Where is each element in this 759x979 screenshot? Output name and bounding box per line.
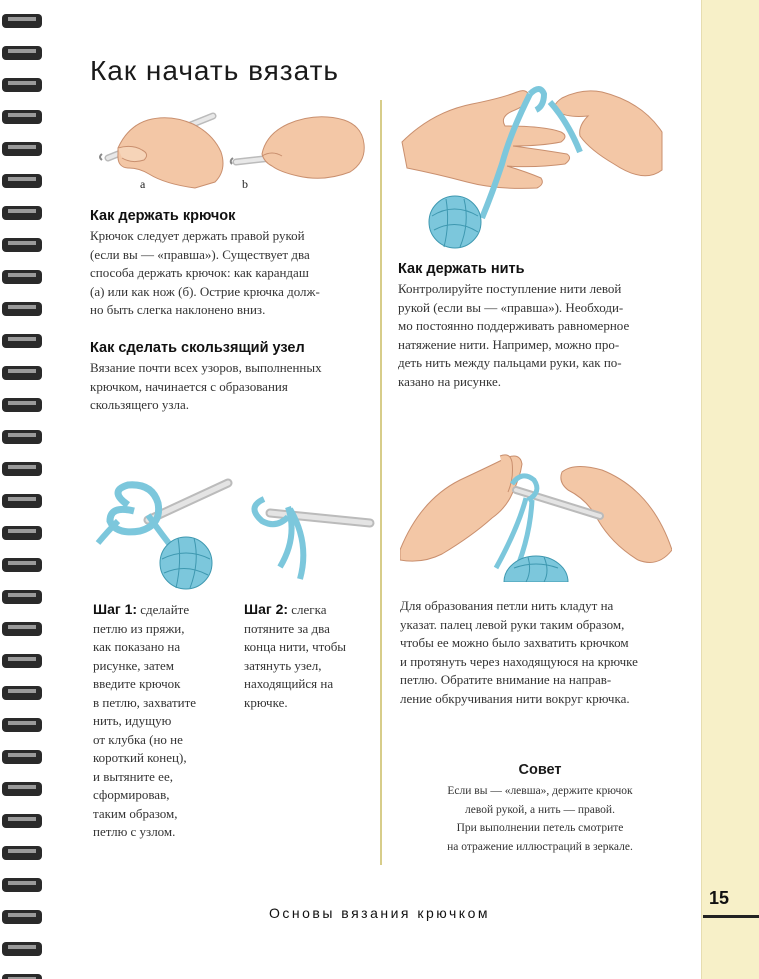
spiral-ring-highlight <box>8 305 36 309</box>
hold-yarn-illustration <box>400 82 665 252</box>
text-line: короткий конец), <box>93 750 187 765</box>
step2-tighten-knot-illustration <box>240 485 375 585</box>
spiral-ring-highlight <box>8 753 36 757</box>
page-number: 15 <box>708 888 730 908</box>
spiral-ring-highlight <box>8 721 36 725</box>
text-line <box>93 600 196 620</box>
text-line: петлю с узлом. <box>93 824 176 839</box>
spiral-ring-highlight <box>8 241 36 245</box>
text-line: от клубка (но не <box>93 731 183 747</box>
text-line: в петлю, захватите <box>93 694 197 710</box>
text-line: введите крючок <box>93 676 181 691</box>
step2-text <box>244 600 346 712</box>
advice-text <box>410 782 670 856</box>
spiral-ring-highlight <box>8 17 36 21</box>
text-line: Контролируйте поступление нити левой <box>398 281 622 296</box>
text-line: конца нити, чтобы <box>244 639 347 654</box>
text-line: Вязание почти всех узоров, выполненных <box>90 360 322 375</box>
spiral-ring-highlight <box>8 209 36 213</box>
step2-label: Шаг 2: <box>244 601 289 617</box>
text-line <box>244 600 346 620</box>
text-line: скользящего узла. <box>90 397 189 412</box>
text-line: (если вы — «правша»). Существует два <box>90 246 310 262</box>
text-line: нить, идущую <box>93 713 172 728</box>
figure-label-a: a <box>140 177 146 190</box>
spiral-ring-highlight <box>8 849 36 853</box>
text-line: мо постоянно поддерживать равномерное <box>398 318 630 333</box>
spiral-ring-highlight <box>8 529 36 533</box>
column-divider <box>380 100 382 865</box>
text-line: рукой (если вы — «правша»). Необходи- <box>398 299 624 315</box>
spiral-ring-highlight <box>8 433 36 437</box>
spiral-ring-highlight <box>8 497 36 501</box>
text-line: натяжение нити. Например, можно про- <box>398 336 620 352</box>
spiral-ring-highlight <box>8 273 36 277</box>
hook-knife-grip-illustration <box>228 108 368 190</box>
spiral-ring-highlight <box>8 689 36 693</box>
spiral-ring-highlight <box>8 625 36 629</box>
spiral-ring-highlight <box>8 145 36 149</box>
text-line: и протянуть через находящуюся на крючке <box>400 653 638 669</box>
hold-yarn-text <box>398 280 629 391</box>
text-line: потяните за два <box>244 620 330 636</box>
text-line: как показано на <box>93 639 181 654</box>
hook-pencil-grip-illustration <box>88 108 228 190</box>
text-line: Крючок следует держать правой рукой <box>90 228 305 243</box>
text-line: способа держать крючок: как карандаш <box>90 265 309 280</box>
spiral-ring-highlight <box>8 817 36 821</box>
spiral-ring-highlight <box>8 113 36 117</box>
spiral-ring-highlight <box>8 337 36 341</box>
text-line: но быть слегка наклонено вниз. <box>90 302 266 317</box>
spiral-ring-highlight <box>8 465 36 469</box>
text-line: левой рукой, а нить — правой. <box>465 803 615 816</box>
text-line: казано на рисунке. <box>398 373 502 389</box>
spiral-ring-highlight <box>8 657 36 661</box>
text-line: и вытяните ее, <box>93 768 173 784</box>
spiral-ring-highlight <box>8 49 36 53</box>
spiral-ring-highlight <box>8 401 36 405</box>
text-line: При выполнении петель смотрите <box>456 822 624 834</box>
text-line: чтобы ее можно было захватить крючком <box>400 635 629 650</box>
figure-label-b: b <box>242 177 248 190</box>
spiral-ring-highlight <box>8 177 36 181</box>
text-line: затянуть узел, <box>244 657 322 673</box>
text-line: петлю. Обратите внимание на направ- <box>400 672 612 687</box>
loop-text <box>400 597 638 708</box>
spiral-ring-highlight <box>8 369 36 373</box>
step1-slip-knot-illustration <box>88 475 238 590</box>
margin-line <box>701 0 702 979</box>
text-line: на отражение иллюстраций в зеркале. <box>447 840 633 853</box>
step1-first-line: сделайте <box>140 602 190 617</box>
text-line: крючке. <box>244 694 288 710</box>
hold-hook-heading: Как держать крючок <box>90 208 236 224</box>
text-line: петлю из пряжи, <box>93 620 185 636</box>
advice-title: Совет <box>518 762 562 778</box>
step1-label: Шаг 1: <box>93 601 138 617</box>
text-line: рисунке, затем <box>93 657 175 673</box>
text-line: указат. палец левой руки таким образом, <box>400 616 625 632</box>
page-margin-strip <box>701 0 759 979</box>
spiral-ring-highlight <box>8 785 36 789</box>
text-line: деть нить между пальцами руки, как по- <box>398 355 622 370</box>
text-line: Если вы — «левша», держите крючок <box>447 785 633 797</box>
text-line: Для образования петли нить кладут на <box>400 598 614 613</box>
spiral-binding <box>0 0 48 979</box>
spiral-ring-highlight <box>8 593 36 597</box>
text-line: ление обкручивания нити вокруг крючка. <box>400 690 630 706</box>
loop-forming-illustration <box>400 450 672 582</box>
text-line: сформировав, <box>93 787 170 802</box>
spiral-ring-highlight <box>8 81 36 85</box>
text-line: находящийся на <box>244 676 334 691</box>
step2-first-line: слегка <box>291 602 327 617</box>
step1-text <box>93 600 196 842</box>
page-footer: Основы вязания крючком <box>269 905 490 921</box>
hold-yarn-heading: Как держать нить <box>398 261 525 277</box>
text-line: крючком, начинается с образования <box>90 378 288 394</box>
spiral-ring-highlight <box>8 881 36 885</box>
hold-hook-text <box>90 227 320 320</box>
text-line: (а) или как нож (б). Острие крючка долж- <box>90 283 320 299</box>
slip-knot-text <box>90 359 322 415</box>
slip-knot-heading: Как сделать скользящий узел <box>90 340 305 356</box>
text-line: таким образом, <box>93 805 178 821</box>
spiral-ring-highlight <box>8 561 36 565</box>
page-title: Как начать вязать <box>90 55 339 86</box>
spiral-ring-highlight <box>8 945 36 949</box>
